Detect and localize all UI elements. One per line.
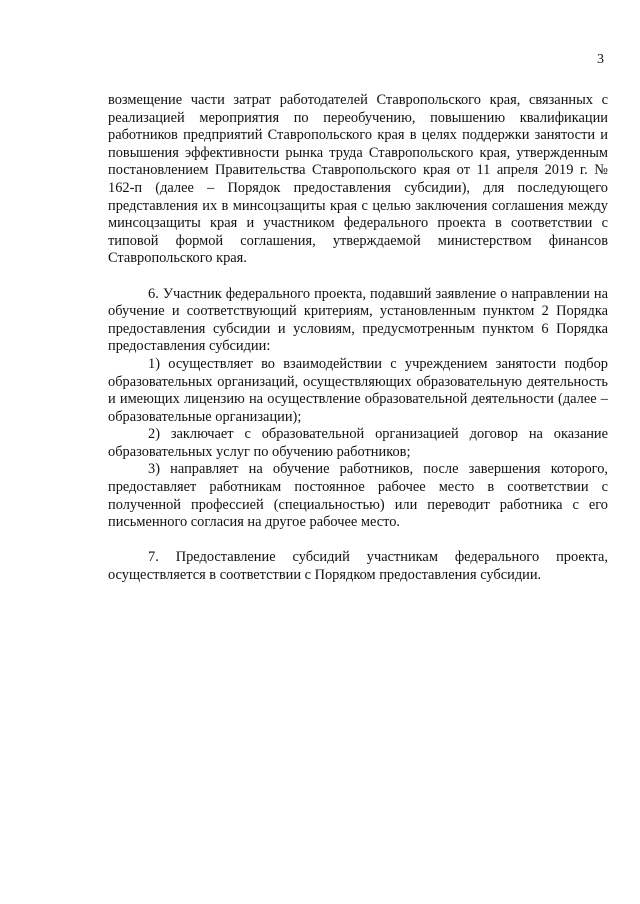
page-number: 3: [597, 52, 604, 67]
document-body: [108, 92, 608, 585]
paragraph-clause-7: 7. Предоставление субсидий участникам федерального проекта, осуществляется в соответствии с Порядком предоставления субсидии.: [108, 549, 608, 584]
paragraph-clause-6: 6. Участник федерального проекта, подавший заявление о направлении на обучение и соответствующий критериям, установленным пунктом 2 Порядка предоставления субсидии и условиям, предусмотренным пунктом 6 Порядка предоставления субсидии:: [108, 285, 608, 355]
paragraph-clause-6-1: 1) осуществляет во взаимодействии с учреждением занятости подбор образовательных организаций, осуществляющих образовательную деятельность и имеющих лицензию на осуществление образовательной деятельности (далее – образовательные организации);: [108, 355, 608, 425]
paragraph-continuation: возмещение части затрат работодателей Ставропольского края, связанных с реализацией мероприятия по переобучению, повышению квалификации работников предприятий Ставропольского края в целях поддержки занятости и повышения эффективности рынка труда Ставропольского края, утвержденным постановлением Правительства Ставропольского края от 11 апреля 2019 г. № 162-п (далее – Порядок предоставления субсидии), для последующего представления их в минсоцзащиты края с целью заключения соглашения между минсоцзащиты края и участником федерального проекта в соответствии с типовой формой соглашения, утверждаемой министерством финансов Ставропольского края.: [108, 92, 608, 267]
paragraph-clause-6-2: 2) заключает с образовательной организацией договор на оказание образовательных услуг по обучению работников;: [108, 426, 608, 460]
paragraph-clause-6-3: 3) направляет на обучение работников, после завершения которого, предоставляет работникам постоянное рабочее место в соответствии с полученной профессией (специальностью) или переводит работника с его письменного согласия на другое рабочее место.: [108, 461, 608, 531]
